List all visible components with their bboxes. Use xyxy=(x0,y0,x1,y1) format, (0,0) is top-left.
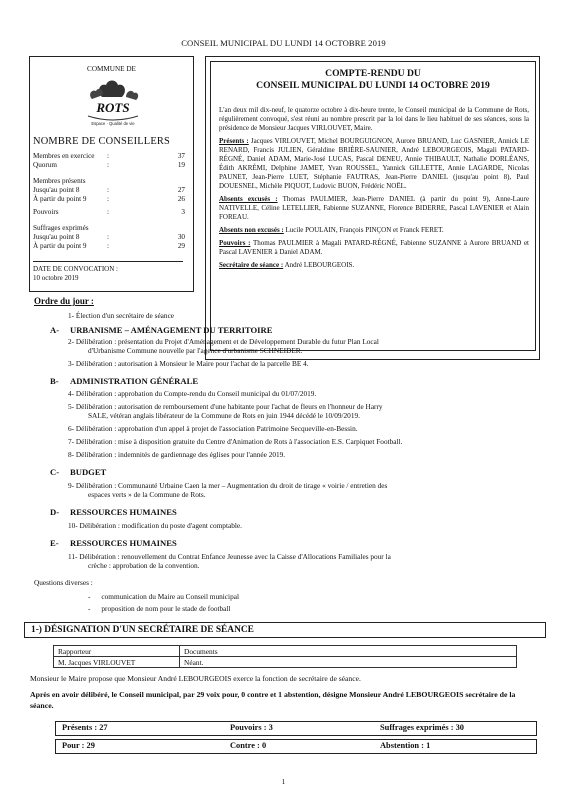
unexcused-list: Absents non excusés : Lucile POULAIN, François PINÇON et Franck FERET. xyxy=(219,226,444,234)
agenda-item-7: 7- Délibération : mise à disposition gratuite du Centre d'Animation de Rots à l'association E.S. Carpiquet Football. xyxy=(68,437,403,446)
quorum: Quorum : 19 xyxy=(33,161,185,169)
agenda-item-11: 11- Délibération : renouvellement du Contrat Enfance Jeunesse avec la Caisse d'Allocations Familiales pour la xyxy=(68,552,391,561)
powers-count: Pouvoirs : 3 xyxy=(230,723,273,732)
powers: Pouvoirs : 3 xyxy=(33,208,185,216)
section-d-title: D- RESSOURCES HUMAINES xyxy=(50,507,177,517)
agenda-item-2: 2- Délibération : présentation du Projet d'Aménagement et de Développement Durable du futur Plan Local xyxy=(68,337,379,346)
section-e-title: E- RESSOURCES HUMAINES xyxy=(50,538,177,548)
agenda-item-1: 1- Élection d'un secrétaire de séance xyxy=(68,311,175,320)
agenda-item-9: 9- Délibération : Communauté Urbaine Caen la mer – Augmentation du droit de tirage « voirie / entretien des xyxy=(68,481,388,490)
for-count: Pour : 29 xyxy=(62,741,95,750)
designation-title: 1-) DÉSIGNATION D'UN SECRÉTAIRE DE SÉANCE xyxy=(31,625,254,635)
agenda-item-11-cont: crèche : approbation de la convention. xyxy=(88,561,200,570)
present-until-8: Jusqu'au point 8 : 27 xyxy=(33,186,185,194)
votes-title: Suffrages exprimés xyxy=(33,224,89,232)
svg-text:Espace · Qualité de vie: Espace · Qualité de vie xyxy=(91,121,135,126)
abstention-count: Abstention : 1 xyxy=(380,741,431,750)
present-title: Membres présents xyxy=(33,177,86,185)
attendance-row xyxy=(55,721,537,736)
decision-text: Après en avoir délibéré, le Conseil municipal, par 29 voix pour, 0 contre et 1 abstention, désigne Monsieur André LEBOURGEOIS secrétaire de la séance. xyxy=(30,690,516,710)
present-list: Présents : Jacques VIRLOUVET, Michel BOURGUIGNON, Aurore BRUAND, Luc GASNIER, Annick LE RENARD, Francis JULIEN, Géraldine BRIÈRE-SAUNIER, André LEBOURGEOIS, Magali PATARD-RÉGNÉ, Daniel ADAM, Marie-José LUCAS, Pascal DENEU, Annie THIBAULT, Nathalie DORLÉANS, Édith AKRÉMI, Delphine JAMET, Yvan ROUSSEL, Yannick GILLETTE, Annie LAGARDE, Nicolas PAUNET, Jean-Pierre LUET, Stéphanie FAUTRAS, Jean-Pierre DANIEL (jusqu'au point 8), Paul DOUESNEL, Michèle PIQUOT, Ludovic BUON, Frédéric NOËL. xyxy=(219,137,529,190)
agenda-item-2-cont: d'Urbanisme Commune nouvelle par l'agence d'urbanisme SCHNEIDER. xyxy=(88,346,303,355)
counsellors-title: NOMBRE DE CONSEILLERS xyxy=(33,136,170,147)
rots-logo xyxy=(82,75,144,127)
convocation-date: DATE DE CONVOCATION : 10 octobre 2019 xyxy=(33,261,183,283)
question-item: - communication du Maire au Conseil municipal xyxy=(88,592,239,601)
commune-label: COMMUNE DE xyxy=(87,65,136,73)
secretary: Secrétaire de séance : André LEBOURGEOIS. xyxy=(219,261,355,269)
page-title: CONSEIL MUNICIPAL DU LUNDI 14 OCTOBRE 2019 xyxy=(181,38,386,48)
page-number: 1 xyxy=(281,777,286,786)
rapporteur-table xyxy=(53,645,517,668)
agenda-item-5-cont: SALE, vétéran anglais libérateur de la Commune de Rots en juin 1944 décédé le 10/09/2019. xyxy=(88,411,360,420)
question-item: - proposition de nom pour le stade de football xyxy=(88,604,231,613)
agenda-item-8: 8- Délibération : indemnités de gardiennage des églises pour l'année 2019. xyxy=(68,450,286,459)
documents-value: Néant. xyxy=(180,657,517,668)
agenda-item-3: 3- Délibération : autorisation à Monsieur le Maire pour l'achat de la parcelle BE 4. xyxy=(68,359,309,368)
votes-until-8: Jusqu'au point 8 : 30 xyxy=(33,233,185,241)
report-title: COMPTE-RENDU DU CONSEIL MUNICIPAL DU LUNDI 14 OCTOBRE 2019 xyxy=(256,68,490,91)
rapporteur-value: M. Jacques VIRLOUVET xyxy=(54,657,180,668)
commune-info-box xyxy=(29,56,194,292)
proposal-text: Monsieur le Maire propose que Monsieur André LEBOURGEOIS exerce la fonction de secrétaire de séance. xyxy=(30,674,361,683)
svg-text:ROTS: ROTS xyxy=(96,100,130,115)
report-body xyxy=(219,106,529,274)
agenda-item-9-cont: espaces verts » de la Commune de Rots. xyxy=(88,490,206,499)
agenda-item-5: 5- Délibération : autorisation de remboursement d'une habitante pour l'achat de fleurs en l'honneur de Harry xyxy=(68,402,383,411)
report-intro: L'an deux mil dix-neuf, le quatorze octobre à dix-heure trente, le Conseil municipal de la Commune de Rots, régulièrement convoqué, s'est réuni au nombre prescrit par la loi dans le lieu habituel de ses séances, sous la présidence de Monsieur Jacques VIRLOUVET, Maire. xyxy=(219,106,529,132)
votes-count: Suffrages exprimés : 30 xyxy=(380,723,464,732)
present-count: Présents : 27 xyxy=(62,723,108,732)
section-b-title: B- ADMINISTRATION GÉNÉRALE xyxy=(50,376,199,386)
section-c-title: C- BUDGET xyxy=(50,467,107,477)
excused-list: Absents excusés : Thomas PAULMIER, Jean-Pierre DANIEL (à partir du point 9), Anne-Laure NATIVELLE, Céline LETELLIER, Fabienne SUZANNE, Florence BIDERRE, Pascal LAVENIER et Alain FOREAU. xyxy=(219,195,529,221)
questions-title: Questions diverses : xyxy=(34,578,93,587)
report-box xyxy=(205,56,540,360)
members-in-office: Membres en exercice : 37 xyxy=(33,152,185,160)
powers-list: Pouvoirs : Thomas PAULMIER à Magali PATARD-RÉGNÉ, Fabienne SUZANNE à Aurore BRUAND et Pascal LAVENIER à Daniel ADAM. xyxy=(219,239,530,256)
present-from-9: À partir du point 9 : 26 xyxy=(33,195,185,203)
report-inner-frame xyxy=(210,61,536,351)
section-a-title: A- URBANISME – AMÉNAGEMENT DU TERRITOIRE xyxy=(50,325,273,335)
votes-from-9: À partir du point 9 : 29 xyxy=(33,242,185,250)
against-count: Contre : 0 xyxy=(230,741,267,750)
agenda-item-6: 6- Délibération : approbation d'un appel à projet de l'association Patrimoine Secqueville-en-Bessin. xyxy=(68,424,358,433)
vote-row xyxy=(55,739,537,754)
agenda-item-4: 4- Délibération : approbation du Compte-rendu du Conseil municipal du 01/07/2019. xyxy=(68,389,317,398)
rapporteur-header: Rapporteur xyxy=(54,646,180,657)
documents-header: Documents xyxy=(180,646,517,657)
designation-header xyxy=(24,622,546,638)
agenda-title: Ordre du jour : xyxy=(34,296,94,306)
agenda-item-10: 10- Délibération : modification du poste d'agent comptable. xyxy=(68,521,242,530)
